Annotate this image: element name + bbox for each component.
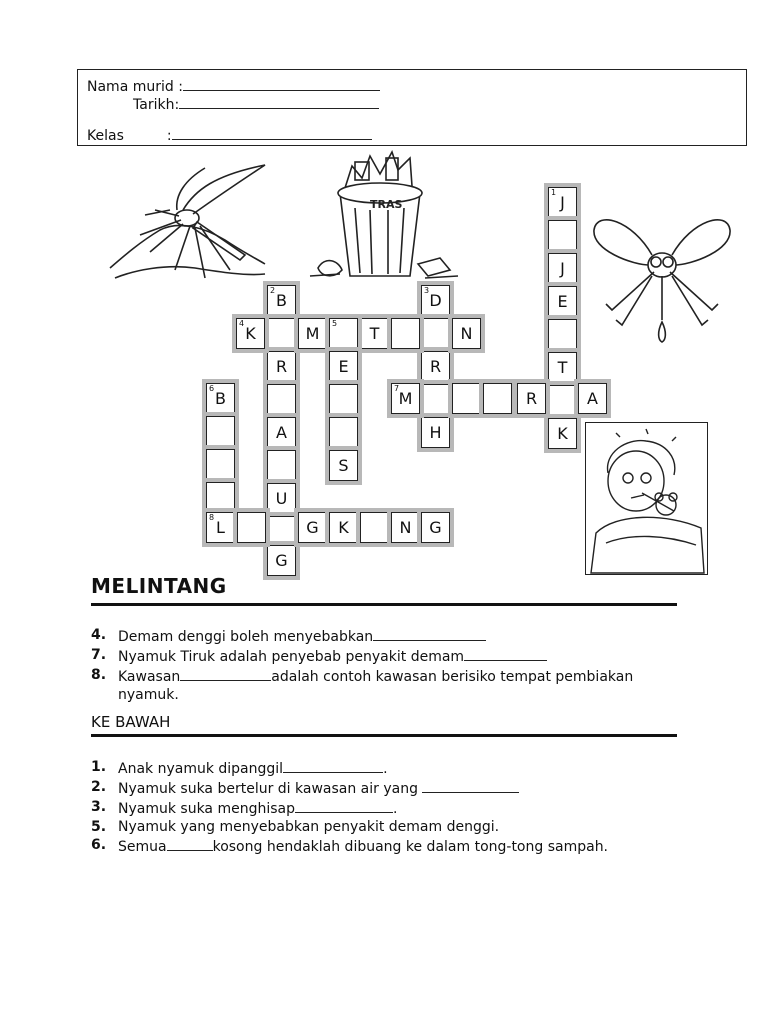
crossword-cell[interactable]	[329, 450, 358, 481]
crossword-cell[interactable]	[391, 383, 420, 414]
crossword-cell[interactable]	[421, 285, 450, 316]
crossword-cell[interactable]	[360, 512, 389, 543]
clue-number: 7.	[91, 647, 107, 663]
crossword-cell[interactable]	[267, 318, 296, 349]
clue-1	[91, 758, 691, 778]
cell-letter: B	[215, 389, 226, 408]
clue-8	[91, 666, 691, 704]
crossword-cell[interactable]	[360, 318, 389, 349]
crossword-cell[interactable]	[548, 220, 577, 251]
crossword-cell[interactable]	[206, 449, 235, 480]
clue-number: 1.	[91, 759, 107, 775]
clue-text: Nyamuk suka bertelur di kawasan air yang	[118, 781, 418, 797]
clue-text: Nyamuk yang menyebabkan penyakit demam denggi.	[118, 819, 500, 835]
answer-blank[interactable]	[283, 758, 383, 773]
cell-letter: J	[560, 259, 565, 278]
cell-letter: G	[306, 518, 319, 537]
crossword-cell[interactable]	[421, 318, 450, 349]
clue-number-label: 8	[209, 513, 215, 522]
melintang-rule	[91, 603, 677, 606]
cell-letter: K	[338, 518, 349, 537]
cell-letter: G	[429, 518, 442, 537]
cell-letter: M	[305, 324, 320, 343]
crossword-cell[interactable]	[267, 351, 296, 382]
cell-letter: E	[557, 292, 568, 311]
cell-letter: U	[275, 489, 288, 508]
cell-letter: K	[557, 424, 568, 443]
clue-number-label: 2	[270, 286, 276, 295]
kebawah-clues	[91, 758, 691, 856]
cell-letter: R	[525, 389, 538, 408]
date-label: Tarikh:	[133, 97, 180, 113]
cell-letter: M	[398, 389, 413, 408]
clue-number-label: 4	[239, 319, 245, 328]
crossword-cell[interactable]	[298, 512, 327, 543]
name-label: Nama murid :	[87, 79, 183, 95]
crossword-cell[interactable]	[452, 318, 481, 349]
crossword-cell[interactable]	[267, 450, 296, 481]
clue-text: Semua	[118, 839, 167, 855]
crossword-cell[interactable]	[329, 384, 358, 415]
clue-text: Nyamuk Tiruk adalah penyebab penyakit demam	[118, 649, 465, 665]
clue-3	[91, 798, 691, 818]
cell-letter: B	[276, 291, 287, 310]
crossword-cell[interactable]	[206, 512, 235, 543]
clue-number: 4.	[91, 627, 107, 643]
clue-number-label: 3	[424, 286, 430, 295]
clue-number-label: 6	[209, 384, 215, 393]
kebawah-heading: KE BAWAH	[91, 713, 171, 731]
answer-blank[interactable]	[167, 836, 213, 851]
cell-letter: A	[276, 423, 287, 442]
clue-number: 3.	[91, 799, 107, 815]
clue-number-label: 1	[551, 188, 557, 197]
clue-text-after: kosong hendaklah dibuang ke dalam tong-tong sampah.	[212, 839, 609, 855]
cell-letter: T	[557, 358, 568, 377]
crossword-cell[interactable]	[267, 545, 296, 576]
crossword-cell[interactable]	[421, 384, 450, 415]
cell-letter: N	[399, 518, 412, 537]
melintang-heading: MELINTANG	[91, 574, 227, 598]
class-label: Kelas	[87, 128, 124, 144]
clue-number: 5.	[91, 819, 107, 835]
kebawah-rule	[91, 734, 677, 737]
crossword-cell[interactable]	[483, 383, 512, 414]
crossword-cell[interactable]	[298, 318, 327, 349]
crossword-cell[interactable]	[267, 483, 296, 514]
clue-2	[91, 778, 691, 798]
crossword-cell[interactable]	[548, 253, 577, 284]
crossword-cell[interactable]	[548, 352, 577, 383]
clue-text: Anak nyamuk dipanggil	[118, 761, 284, 777]
clue-text-after: adalah contoh kawasan berisiko tempat pembiakan nyamuk.	[118, 669, 634, 703]
crossword-cell[interactable]	[329, 351, 358, 382]
crossword-cell[interactable]	[421, 417, 450, 448]
clue-6	[91, 836, 691, 856]
answer-blank[interactable]	[464, 646, 547, 661]
clue-number: 6.	[91, 837, 107, 853]
clue-text: Kawasan	[118, 669, 181, 685]
crossword-cell[interactable]	[267, 516, 296, 547]
cell-letter: N	[460, 324, 473, 343]
trash-label: TRAS	[370, 198, 403, 211]
crossword-cell[interactable]	[421, 351, 450, 382]
crossword-cell[interactable]	[548, 286, 577, 317]
cell-letter: L	[216, 518, 225, 537]
cell-letter: J	[560, 193, 565, 212]
crossword-cell[interactable]	[329, 417, 358, 448]
crossword-cell[interactable]	[421, 512, 450, 543]
answer-blank[interactable]	[422, 778, 519, 793]
cell-letter: S	[338, 456, 349, 475]
crossword-cell[interactable]	[237, 512, 266, 543]
clue-number-label: 5	[332, 319, 338, 328]
clue-number: 8.	[91, 667, 107, 683]
crossword-cell[interactable]	[236, 318, 265, 349]
crossword-cell[interactable]	[548, 385, 577, 416]
crossword-cell[interactable]	[267, 417, 296, 448]
crossword-cell[interactable]	[267, 285, 296, 316]
clue-4	[91, 626, 691, 646]
class-colon: :	[166, 128, 172, 144]
crossword-cell[interactable]	[206, 383, 235, 414]
crossword-cell[interactable]	[452, 383, 481, 414]
clue-text: Demam denggi boleh menyebabkan	[118, 629, 374, 645]
answer-blank[interactable]	[373, 626, 486, 641]
cell-letter: T	[369, 324, 380, 343]
crossword-cell[interactable]	[391, 512, 420, 543]
clue-text: Nyamuk suka menghisap	[118, 801, 295, 817]
clue-7	[91, 646, 691, 666]
cell-letter: K	[245, 324, 256, 343]
cell-letter: R	[429, 357, 442, 376]
crossword-cell[interactable]	[391, 318, 420, 349]
clue-number-label: 7	[394, 384, 400, 393]
melintang-clues	[91, 626, 691, 704]
clue-text-after: .	[383, 761, 388, 777]
crossword-cell[interactable]	[206, 482, 235, 513]
clue-number: 2.	[91, 779, 107, 795]
crossword-cell[interactable]	[548, 319, 577, 350]
cell-letter: A	[587, 389, 598, 408]
crossword-cell[interactable]	[517, 383, 546, 414]
crossword-cell[interactable]	[548, 418, 577, 449]
crossword-cell[interactable]	[548, 187, 577, 218]
crossword-cell[interactable]	[578, 383, 607, 414]
answer-blank[interactable]	[180, 666, 271, 681]
cell-letter: E	[338, 357, 349, 376]
crossword-cell[interactable]	[329, 318, 358, 349]
clue-text-after: .	[393, 801, 398, 817]
cell-letter: G	[275, 551, 288, 570]
clue-5	[91, 818, 691, 836]
cell-letter: D	[429, 291, 442, 310]
cell-letter: H	[429, 423, 442, 442]
crossword-cell[interactable]	[329, 512, 358, 543]
answer-blank[interactable]	[295, 798, 393, 813]
crossword-cell[interactable]	[206, 416, 235, 447]
crossword-cell[interactable]	[267, 384, 296, 415]
cell-letter: R	[275, 357, 288, 376]
